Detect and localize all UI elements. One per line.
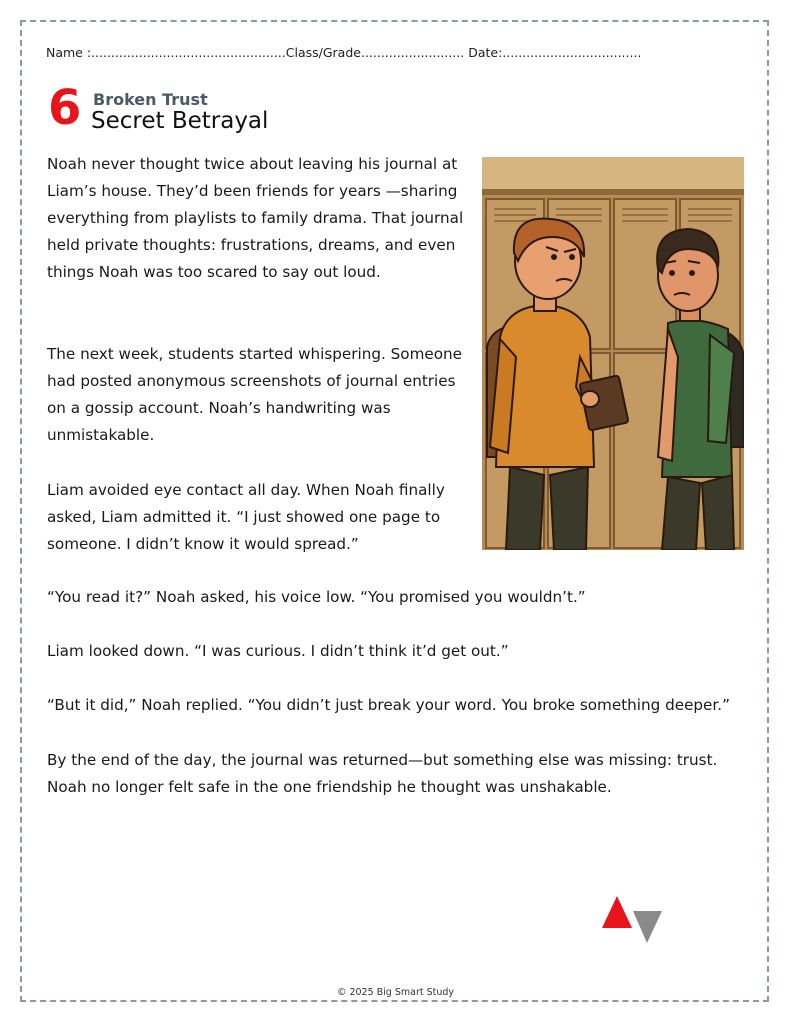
lesson-title: Secret Betrayal	[91, 108, 269, 134]
lesson-number: 6	[48, 80, 82, 136]
copyright-footer: © 2025 Big Smart Study	[336, 987, 455, 998]
story-paragraph: “But it did,” Noah replied. “You didn’t just break your word. You broke something deeper.”	[47, 696, 730, 714]
story-paragraph: The next week, students started whispering. Someone had posted anonymous screenshots of journal entries on a gossip account. Noah’s handwriting was unmistakable.	[47, 345, 462, 444]
lesson-subtitle: Broken Trust	[93, 90, 208, 109]
story-paragraph: Liam looked down. “I was curious. I didn’t think it’d get out.”	[47, 642, 509, 660]
story-paragraph: Liam avoided eye contact all day. When Noah finally asked, Liam admitted it. “I just showed one page to someone. I didn’t know it would spread.”	[47, 481, 445, 553]
navigation-arrows	[602, 894, 664, 944]
name-class-date-line: Name :.................................................Class/Grade.......................... Date:...................................	[46, 45, 642, 60]
story-paragraph: “You read it?” Noah asked, his voice low. “You promised you wouldn’t.”	[47, 588, 586, 606]
triangle-up-icon[interactable]	[602, 896, 632, 928]
story-paragraph: By the end of the day, the journal was returned—but something else was missing: trust. Noah no longer felt safe in the one friendship he thought was unshakable.	[47, 751, 718, 796]
triangle-down-icon[interactable]	[633, 911, 662, 943]
story-illustration	[482, 157, 744, 550]
story-paragraph: Noah never thought twice about leaving his journal at Liam’s house. They’d been friends for years —sharing everything from playlists to family drama. That journal held private thoughts: frustrations, dreams, and even things Noah was too scared to say out loud.	[47, 155, 464, 281]
